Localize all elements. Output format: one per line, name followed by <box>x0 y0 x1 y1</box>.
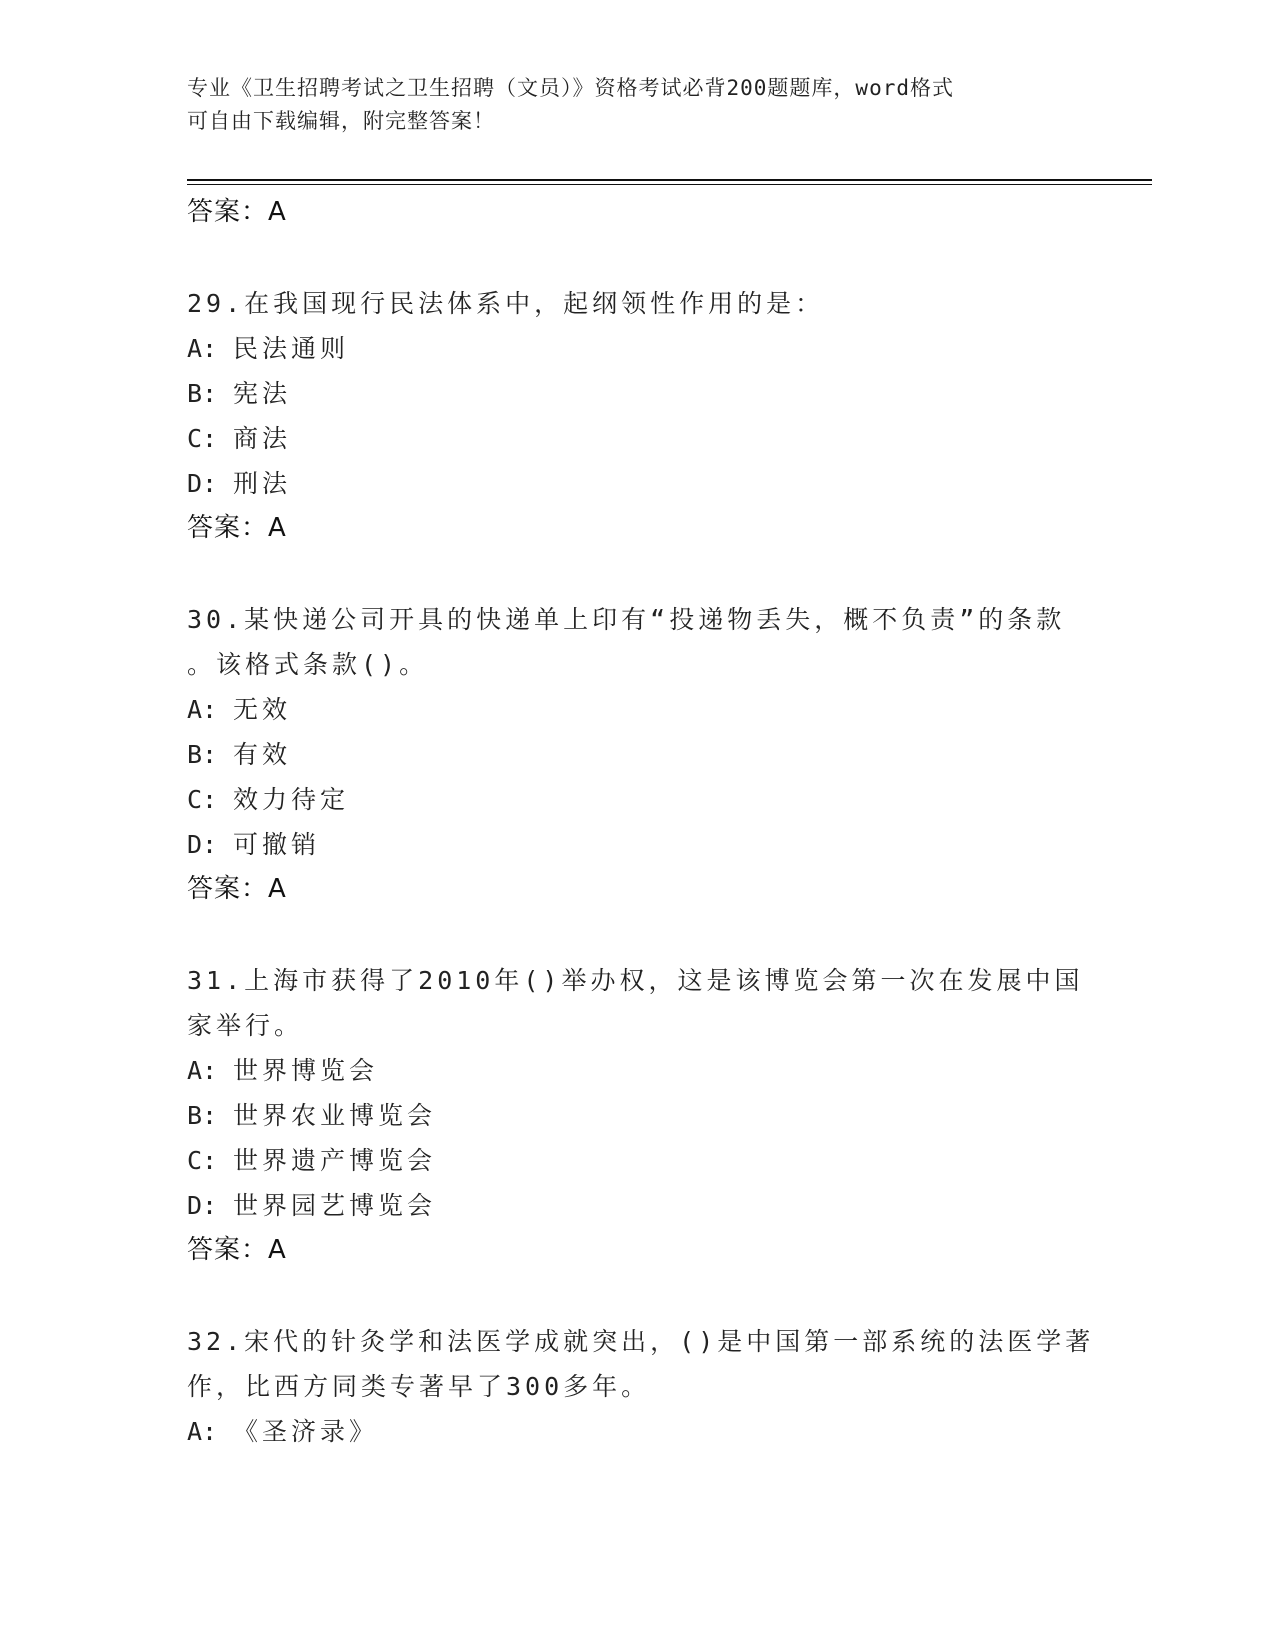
answer-line-30: 答案：A <box>187 874 287 904</box>
option-c <box>187 416 1087 461</box>
option-b <box>187 732 1087 777</box>
question-31 <box>187 958 1087 1048</box>
option-text: 民法通则 <box>233 334 350 363</box>
question-text-line: 29.在我国现行民法体系中，起纲领性作用的是： <box>187 289 825 318</box>
question-29 <box>187 281 1087 326</box>
option-letter: A: <box>187 1056 218 1085</box>
header-divider-thick <box>187 179 1152 181</box>
option-letter: A: <box>187 334 218 363</box>
option-a <box>187 1048 1087 1093</box>
option-letter: C: <box>187 785 218 814</box>
question-text-line: 30.某快递公司开具的快递单上印有“投递物丢失，概不负责”的条款 <box>187 605 1066 634</box>
question-text-line: 作，比西方同类专著早了300多年。 <box>187 1372 651 1401</box>
question-32 <box>187 1319 1095 1409</box>
spacer <box>187 1273 1087 1319</box>
option-letter: D: <box>187 1191 218 1220</box>
option-a <box>187 326 1087 371</box>
question-text-line: 。该格式条款()。 <box>187 650 429 679</box>
option-c <box>187 1138 1087 1183</box>
question-text-line: 家举行。 <box>187 1011 304 1040</box>
option-text: 效力待定 <box>233 785 350 814</box>
header-title-line-1: 专业《卫生招聘考试之卫生招聘（文员）》资格考试必背200题题库，word格式 <box>187 76 954 100</box>
option-text: 无效 <box>233 695 292 724</box>
question-text-line: 32.宋代的针灸学和法医学成就突出，()是中国第一部系统的法医学著 <box>187 1327 1095 1356</box>
option-letter: C: <box>187 1146 218 1175</box>
answer-line-31: 答案：A <box>187 1235 287 1265</box>
spacer <box>187 235 1087 281</box>
question-30 <box>187 597 1087 687</box>
spacer <box>187 551 1087 597</box>
option-letter: B: <box>187 1101 218 1130</box>
option-text: 世界遗产博览会 <box>233 1146 437 1175</box>
option-text: 世界农业博览会 <box>233 1101 437 1130</box>
option-letter: B: <box>187 740 218 769</box>
option-text: 有效 <box>233 740 292 769</box>
question-list <box>187 190 1095 1454</box>
option-a <box>187 687 1087 732</box>
option-a <box>187 1409 1087 1454</box>
header-divider-thin <box>187 184 1152 185</box>
option-letter: B: <box>187 379 218 408</box>
option-d <box>187 1183 1087 1228</box>
option-d <box>187 461 1087 506</box>
option-text: 宪法 <box>233 379 292 408</box>
option-b <box>187 1093 1087 1138</box>
answer-line-28: 答案：A <box>187 197 287 227</box>
option-b <box>187 371 1087 416</box>
header-title-line-2: 可自由下载编辑，附完整答案！ <box>187 109 495 133</box>
question-text-line: 31.上海市获得了2010年()举办权，这是该博览会第一次在发展中国 <box>187 966 1084 995</box>
option-letter: A: <box>187 1417 218 1446</box>
answer-line-29: 答案：A <box>187 513 287 543</box>
option-letter: D: <box>187 469 218 498</box>
option-text: 刑法 <box>233 469 292 498</box>
option-text: 商法 <box>233 424 292 453</box>
option-c <box>187 777 1087 822</box>
page-header <box>187 72 1067 138</box>
option-letter: D: <box>187 830 218 859</box>
option-text: 可撤销 <box>233 830 321 859</box>
spacer <box>187 912 1087 958</box>
option-letter: C: <box>187 424 218 453</box>
option-text: 世界博览会 <box>233 1056 379 1085</box>
option-d <box>187 822 1087 867</box>
option-text: 《圣济录》 <box>233 1417 379 1446</box>
option-text: 世界园艺博览会 <box>233 1191 437 1220</box>
option-letter: A: <box>187 695 218 724</box>
